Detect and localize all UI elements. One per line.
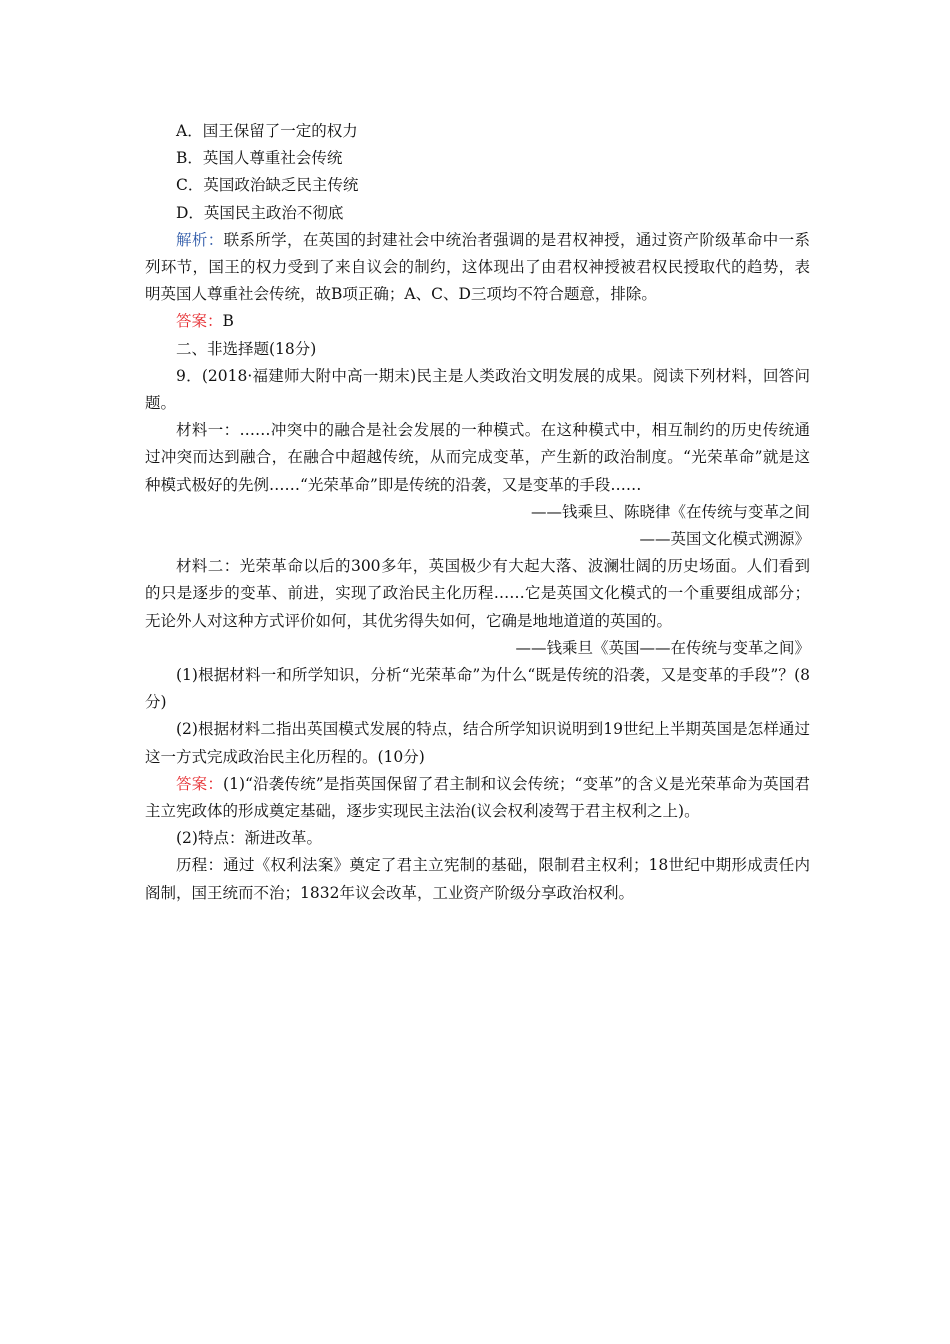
material-2: 材料二：光荣革命以后的300多年，英国极少有大起大落、波澜壮阔的历史场面。人们看到的只是逐步的变革、前进，实现了政治民主化历程……它是英国文化模式的一个重要组成部分；无论外人对这种方式评价如何，其优劣得失如何，它确是地地道道的英国的。: [145, 557, 810, 630]
answer-9-part2: (2)特点：渐进改革。: [176, 829, 322, 848]
option-a: A．国王保留了一定的权力: [176, 122, 358, 140]
material-1-source-line1: ——钱乘旦、陈晓律《在传统与变革之间: [530, 502, 810, 521]
answer-9-part3: 历程：通过《权利法案》奠定了君主立宪制的基础，限制君主权利；18世纪中期形成责任内阁制，国王统而不治；1832年议会改革，工业资产阶级分享政治权利。: [145, 856, 810, 902]
answer-9-part1: [145, 771, 810, 825]
answer-9-label: 答案：: [176, 774, 224, 793]
answer-label: 答案：: [176, 312, 223, 331]
analysis-label: 解析：: [176, 230, 224, 249]
sub-question-1: (1)根据材料一和所学知识，分析“光荣革命”为什么“既是传统的沿袭，又是变革的手段”？(8分): [145, 666, 810, 712]
answer-8: [145, 308, 810, 335]
analysis-text: 联系所学，在英国的封建社会中统治者强调的是君权神授，通过资产阶级革命中一系列环节，国王的权力受到了来自议会的制约，这体现出了由君权神授被君权民授取代的趋势，表明英国人尊重社会传统，故B项正确；A、C、D三项均不符合题意，排除。: [145, 230, 810, 304]
option-c: C．英国政治缺乏民主传统: [176, 176, 359, 195]
answer-9-part1-text: (1)“沿袭传统”是指英国保留了君主制和议会传统；“变革”的含义是光荣革命为英国君主立宪政体的形成奠定基础，逐步实现民主法治(议会权利凌驾于君主权利之上)。: [145, 774, 810, 821]
section-heading: 二、非选择题(18分): [176, 339, 317, 358]
material-1: 材料一：……冲突中的融合是社会发展的一种模式。在这种模式中，相互制约的历史传统通过冲突而达到融合，在融合中超越传统，从而完成变革，产生新的政治制度。“光荣革命”就是这种模式极好的先例……“光荣革命”即是传统的沿袭，又是变革的手段……: [145, 421, 810, 494]
sub-question-2: (2)根据材料二指出英国模式发展的特点，结合所学知识说明到19世纪上半期英国是怎样通过这一方式完成政治民主化历程的。(10分): [145, 720, 810, 766]
question-9: 9．(2018·福建师大附中高一期末)民主是人类政治文明发展的成果。阅读下列材料，回答问题。: [145, 366, 810, 413]
material-2-source: ——钱乘旦《英国——在传统与变革之间》: [515, 638, 810, 657]
option-d: D．英国民主政治不彻底: [176, 203, 344, 222]
document-page: [145, 118, 810, 907]
answer-value: B: [222, 312, 234, 331]
analysis-paragraph: [145, 227, 810, 309]
material-1-source-line2: ——英国文化模式溯源》: [639, 530, 810, 549]
option-b: B．英国人尊重社会传统: [176, 149, 343, 168]
